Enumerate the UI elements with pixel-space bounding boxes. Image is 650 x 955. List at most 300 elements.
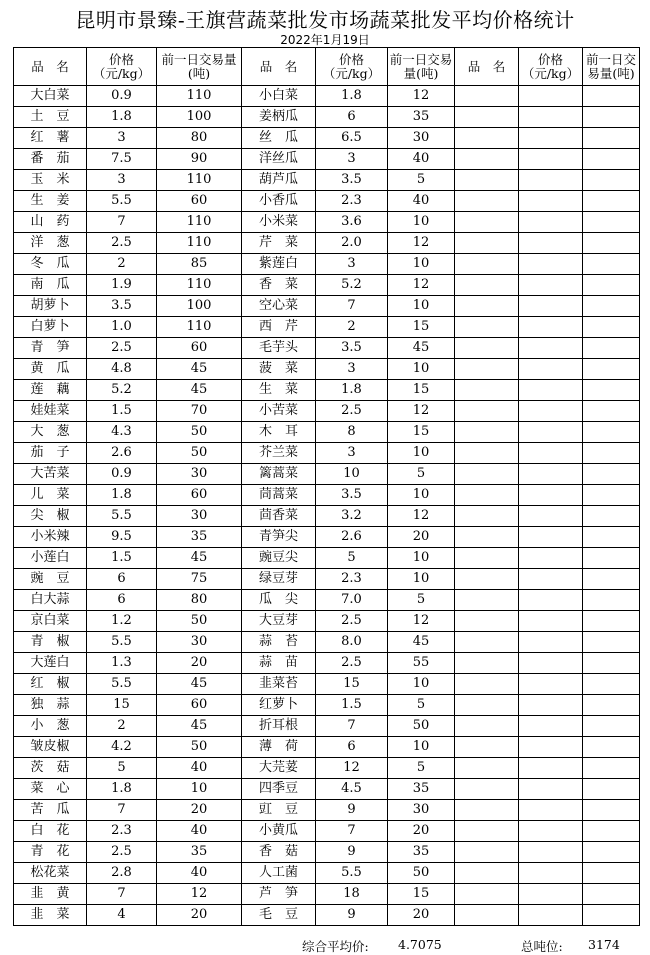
cell-volume: 15 — [388, 884, 455, 905]
col-header-price: 价格（元/kg） — [316, 48, 388, 86]
cell-name: 小米辣 — [14, 527, 87, 548]
cell-volume: 50 — [157, 422, 242, 443]
cell-price: 3 — [316, 359, 388, 380]
empty-cell — [519, 401, 583, 422]
cell-price: 6.5 — [316, 128, 388, 149]
cell-name: 尖 椒 — [14, 506, 87, 527]
cell-name: 紫莲白 — [242, 254, 316, 275]
cell-name: 皱皮椒 — [14, 737, 87, 758]
empty-cell — [583, 905, 640, 926]
empty-cell — [519, 149, 583, 170]
col-header-volume: 前一日交易量(吨) — [388, 48, 455, 86]
cell-price: 5.5 — [87, 632, 157, 653]
table-row — [14, 464, 640, 485]
cell-price: 5.2 — [316, 275, 388, 296]
table-row — [14, 191, 640, 212]
cell-volume: 10 — [388, 443, 455, 464]
empty-cell — [583, 653, 640, 674]
cell-volume: 40 — [388, 149, 455, 170]
empty-cell — [455, 485, 519, 506]
empty-cell — [455, 338, 519, 359]
empty-cell — [455, 716, 519, 737]
cell-price: 1.8 — [316, 380, 388, 401]
table-row — [14, 611, 640, 632]
table-row — [14, 254, 640, 275]
cell-price: 2.5 — [87, 842, 157, 863]
cell-price: 2.6 — [316, 527, 388, 548]
col-header-name: 品 名 — [242, 48, 316, 86]
table-row — [14, 443, 640, 464]
cell-name: 茄 子 — [14, 443, 87, 464]
empty-cell — [455, 569, 519, 590]
cell-name: 大苦菜 — [14, 464, 87, 485]
cell-price: 4.8 — [87, 359, 157, 380]
cell-name: 青笋尖 — [242, 527, 316, 548]
cell-name: 韭菜苔 — [242, 674, 316, 695]
cell-name: 香 菇 — [242, 842, 316, 863]
empty-cell — [519, 296, 583, 317]
cell-price: 3.6 — [316, 212, 388, 233]
cell-price: 12 — [316, 758, 388, 779]
empty-cell — [519, 674, 583, 695]
empty-cell — [519, 590, 583, 611]
empty-cell — [455, 884, 519, 905]
cell-name: 生 菜 — [242, 380, 316, 401]
cell-volume: 30 — [388, 128, 455, 149]
empty-cell — [519, 884, 583, 905]
cell-volume: 110 — [157, 275, 242, 296]
col-header-name: 品 名 — [14, 48, 87, 86]
empty-cell — [455, 842, 519, 863]
cell-price: 6 — [316, 107, 388, 128]
empty-cell — [519, 443, 583, 464]
cell-price: 5 — [316, 548, 388, 569]
empty-cell — [455, 170, 519, 191]
cell-name: 芹 菜 — [242, 233, 316, 254]
cell-name: 篱蒿菜 — [242, 464, 316, 485]
cell-name: 茴香菜 — [242, 506, 316, 527]
empty-cell — [583, 422, 640, 443]
cell-name: 番 茄 — [14, 149, 87, 170]
empty-cell — [455, 800, 519, 821]
cell-volume: 20 — [388, 527, 455, 548]
table-row — [14, 590, 640, 611]
cell-name: 大芫荽 — [242, 758, 316, 779]
empty-cell — [519, 485, 583, 506]
cell-volume: 12 — [388, 86, 455, 107]
cell-price: 1.9 — [87, 275, 157, 296]
col-header-price: 价格（元/kg） — [87, 48, 157, 86]
table-row — [14, 149, 640, 170]
empty-cell — [519, 695, 583, 716]
empty-cell — [455, 401, 519, 422]
cell-volume: 35 — [388, 779, 455, 800]
empty-cell — [583, 695, 640, 716]
col-header-volume: 前一日交易量(吨) — [583, 48, 640, 86]
table-header-row — [14, 48, 640, 86]
cell-name: 大白菜 — [14, 86, 87, 107]
table-row — [14, 905, 640, 926]
cell-volume: 55 — [388, 653, 455, 674]
cell-volume: 5 — [388, 695, 455, 716]
cell-name: 白大蒜 — [14, 590, 87, 611]
empty-cell — [455, 863, 519, 884]
cell-price: 8.0 — [316, 632, 388, 653]
empty-cell — [583, 758, 640, 779]
cell-name: 小米菜 — [242, 212, 316, 233]
cell-price: 1.8 — [87, 485, 157, 506]
empty-cell — [519, 716, 583, 737]
cell-volume: 100 — [157, 296, 242, 317]
cell-name: 白萝卜 — [14, 317, 87, 338]
cell-name: 茼蒿菜 — [242, 485, 316, 506]
table-row — [14, 170, 640, 191]
table-row — [14, 863, 640, 884]
cell-price: 6 — [87, 590, 157, 611]
empty-cell — [519, 527, 583, 548]
cell-name: 生 姜 — [14, 191, 87, 212]
empty-cell — [583, 737, 640, 758]
cell-volume: 40 — [157, 821, 242, 842]
table-row — [14, 821, 640, 842]
empty-cell — [583, 401, 640, 422]
cell-price: 2 — [87, 254, 157, 275]
cell-price: 5.5 — [87, 191, 157, 212]
cell-name: 西 芹 — [242, 317, 316, 338]
empty-cell — [455, 149, 519, 170]
cell-price: 1.8 — [316, 86, 388, 107]
cell-price: 5.5 — [316, 863, 388, 884]
cell-name: 茨 菇 — [14, 758, 87, 779]
cell-name: 菠 菜 — [242, 359, 316, 380]
col-header-price: 价格（元/kg） — [519, 48, 583, 86]
cell-volume: 45 — [157, 380, 242, 401]
cell-price: 2.5 — [87, 233, 157, 254]
empty-cell — [519, 338, 583, 359]
cell-price: 5.2 — [87, 380, 157, 401]
cell-name: 小 葱 — [14, 716, 87, 737]
empty-cell — [583, 590, 640, 611]
cell-volume: 80 — [157, 128, 242, 149]
cell-name: 土 豆 — [14, 107, 87, 128]
cell-price: 1.5 — [316, 695, 388, 716]
table-row — [14, 212, 640, 233]
cell-price: 3.5 — [316, 338, 388, 359]
empty-cell — [455, 359, 519, 380]
cell-price: 8 — [316, 422, 388, 443]
empty-cell — [583, 359, 640, 380]
cell-volume: 20 — [157, 905, 242, 926]
cell-volume: 110 — [157, 86, 242, 107]
cell-name: 儿 菜 — [14, 485, 87, 506]
table-row — [14, 275, 640, 296]
table-row — [14, 338, 640, 359]
cell-price: 10 — [316, 464, 388, 485]
empty-cell — [519, 128, 583, 149]
cell-name: 青 花 — [14, 842, 87, 863]
empty-cell — [583, 485, 640, 506]
empty-cell — [455, 443, 519, 464]
cell-volume: 30 — [388, 800, 455, 821]
empty-cell — [519, 779, 583, 800]
cell-price: 2.5 — [316, 401, 388, 422]
empty-cell — [455, 254, 519, 275]
cell-price: 7 — [316, 296, 388, 317]
cell-price: 6 — [87, 569, 157, 590]
cell-price: 2.5 — [316, 653, 388, 674]
cell-name: 红 椒 — [14, 674, 87, 695]
table-row — [14, 380, 640, 401]
cell-volume: 10 — [388, 548, 455, 569]
empty-cell — [583, 884, 640, 905]
empty-cell — [519, 233, 583, 254]
empty-cell — [583, 674, 640, 695]
cell-volume: 15 — [388, 380, 455, 401]
empty-cell — [583, 548, 640, 569]
cell-price: 2.8 — [87, 863, 157, 884]
cell-price: 3 — [316, 254, 388, 275]
cell-volume: 10 — [388, 569, 455, 590]
empty-cell — [519, 107, 583, 128]
cell-name: 人工菌 — [242, 863, 316, 884]
cell-volume: 45 — [157, 716, 242, 737]
cell-name: 毛 豆 — [242, 905, 316, 926]
cell-price: 4.3 — [87, 422, 157, 443]
cell-volume: 50 — [388, 716, 455, 737]
cell-price: 2.3 — [316, 569, 388, 590]
empty-cell — [519, 653, 583, 674]
table-row — [14, 107, 640, 128]
cell-price: 1.8 — [87, 779, 157, 800]
cell-volume: 110 — [157, 212, 242, 233]
cell-name: 山 药 — [14, 212, 87, 233]
cell-volume: 85 — [157, 254, 242, 275]
empty-cell — [455, 86, 519, 107]
empty-cell — [519, 86, 583, 107]
empty-cell — [583, 107, 640, 128]
cell-price: 5.5 — [87, 674, 157, 695]
empty-cell — [519, 275, 583, 296]
cell-price: 6 — [316, 737, 388, 758]
table-row — [14, 632, 640, 653]
cell-volume: 10 — [388, 485, 455, 506]
cell-volume: 80 — [157, 590, 242, 611]
cell-volume: 45 — [388, 338, 455, 359]
cell-volume: 5 — [388, 170, 455, 191]
cell-volume: 10 — [388, 296, 455, 317]
empty-cell — [519, 380, 583, 401]
empty-cell — [519, 821, 583, 842]
total-tonnage-label: 总吨位: — [521, 939, 563, 954]
cell-volume: 110 — [157, 233, 242, 254]
empty-cell — [455, 212, 519, 233]
empty-cell — [455, 317, 519, 338]
cell-volume: 30 — [157, 506, 242, 527]
empty-cell — [583, 863, 640, 884]
cell-price: 7 — [87, 800, 157, 821]
cell-volume: 12 — [157, 884, 242, 905]
cell-volume: 35 — [157, 842, 242, 863]
empty-cell — [519, 191, 583, 212]
cell-volume: 5 — [388, 758, 455, 779]
empty-cell — [519, 632, 583, 653]
empty-cell — [455, 464, 519, 485]
cell-name: 青 椒 — [14, 632, 87, 653]
cell-price: 5.5 — [87, 506, 157, 527]
cell-name: 松花菜 — [14, 863, 87, 884]
cell-volume: 10 — [388, 212, 455, 233]
empty-cell — [519, 317, 583, 338]
cell-price: 2.6 — [87, 443, 157, 464]
empty-cell — [455, 632, 519, 653]
cell-volume: 15 — [388, 422, 455, 443]
table-row — [14, 401, 640, 422]
cell-volume: 20 — [157, 800, 242, 821]
cell-price: 3 — [87, 170, 157, 191]
cell-price: 1.5 — [87, 548, 157, 569]
cell-volume: 5 — [388, 590, 455, 611]
cell-name: 冬 瓜 — [14, 254, 87, 275]
cell-price: 3 — [316, 149, 388, 170]
cell-volume: 110 — [157, 317, 242, 338]
cell-name: 毛芋头 — [242, 338, 316, 359]
cell-price: 2.5 — [316, 611, 388, 632]
empty-cell — [455, 695, 519, 716]
cell-price: 3.5 — [316, 485, 388, 506]
cell-name: 折耳根 — [242, 716, 316, 737]
empty-cell — [583, 716, 640, 737]
empty-cell — [519, 863, 583, 884]
cell-volume: 45 — [157, 359, 242, 380]
empty-cell — [583, 380, 640, 401]
cell-volume: 75 — [157, 569, 242, 590]
table-row — [14, 317, 640, 338]
cell-name: 黄 瓜 — [14, 359, 87, 380]
empty-cell — [455, 422, 519, 443]
empty-cell — [455, 590, 519, 611]
cell-name: 蒜 苗 — [242, 653, 316, 674]
empty-cell — [519, 758, 583, 779]
cell-price: 1.2 — [87, 611, 157, 632]
empty-cell — [583, 212, 640, 233]
table-row — [14, 569, 640, 590]
empty-cell — [455, 548, 519, 569]
cell-volume: 10 — [388, 254, 455, 275]
empty-cell — [519, 569, 583, 590]
empty-cell — [583, 317, 640, 338]
cell-volume: 60 — [157, 695, 242, 716]
col-header-volume: 前一日交易量(吨) — [157, 48, 242, 86]
cell-volume: 45 — [157, 674, 242, 695]
cell-volume: 12 — [388, 275, 455, 296]
empty-cell — [583, 569, 640, 590]
cell-name: 豌豆尖 — [242, 548, 316, 569]
cell-name: 薄 荷 — [242, 737, 316, 758]
empty-cell — [583, 527, 640, 548]
cell-price: 9 — [316, 842, 388, 863]
empty-cell — [583, 506, 640, 527]
table-row — [14, 422, 640, 443]
cell-name: 胡萝卜 — [14, 296, 87, 317]
empty-cell — [583, 443, 640, 464]
cell-volume: 5 — [388, 464, 455, 485]
cell-price: 1.3 — [87, 653, 157, 674]
cell-price: 7 — [316, 716, 388, 737]
table-row — [14, 737, 640, 758]
empty-cell — [455, 611, 519, 632]
cell-name: 大莲白 — [14, 653, 87, 674]
cell-volume: 110 — [157, 170, 242, 191]
cell-name: 小黄瓜 — [242, 821, 316, 842]
cell-name: 木 耳 — [242, 422, 316, 443]
cell-volume: 30 — [157, 464, 242, 485]
cell-price: 15 — [316, 674, 388, 695]
cell-name: 四季豆 — [242, 779, 316, 800]
table-row — [14, 716, 640, 737]
cell-price: 2.0 — [316, 233, 388, 254]
empty-cell — [519, 464, 583, 485]
cell-price: 2.3 — [87, 821, 157, 842]
table-row — [14, 800, 640, 821]
empty-cell — [583, 170, 640, 191]
cell-price: 3 — [316, 443, 388, 464]
cell-volume: 50 — [157, 737, 242, 758]
cell-name: 大豆芽 — [242, 611, 316, 632]
cell-name: 葫芦瓜 — [242, 170, 316, 191]
cell-volume: 20 — [388, 905, 455, 926]
cell-price: 3.5 — [316, 170, 388, 191]
empty-cell — [583, 86, 640, 107]
cell-volume: 12 — [388, 401, 455, 422]
table-row — [14, 674, 640, 695]
empty-cell — [455, 674, 519, 695]
cell-price: 7.5 — [87, 149, 157, 170]
cell-price: 9.5 — [87, 527, 157, 548]
cell-price: 2 — [316, 317, 388, 338]
table-row — [14, 296, 640, 317]
cell-price: 0.9 — [87, 86, 157, 107]
report-date: 2022年1月19日 — [280, 33, 370, 47]
cell-price: 7 — [87, 212, 157, 233]
cell-name: 瓜 尖 — [242, 590, 316, 611]
cell-price: 3 — [87, 128, 157, 149]
cell-price: 9 — [316, 905, 388, 926]
cell-price: 9 — [316, 800, 388, 821]
price-table — [13, 47, 640, 926]
cell-name: 蒜 苔 — [242, 632, 316, 653]
empty-cell — [455, 233, 519, 254]
cell-volume: 100 — [157, 107, 242, 128]
cell-price: 1.0 — [87, 317, 157, 338]
cell-volume: 12 — [388, 611, 455, 632]
cell-name: 小苦菜 — [242, 401, 316, 422]
cell-price: 4.5 — [316, 779, 388, 800]
cell-volume: 20 — [157, 653, 242, 674]
empty-cell — [455, 905, 519, 926]
cell-name: 韭 黄 — [14, 884, 87, 905]
cell-volume: 40 — [388, 191, 455, 212]
empty-cell — [519, 212, 583, 233]
cell-name: 大 葱 — [14, 422, 87, 443]
cell-volume: 15 — [388, 317, 455, 338]
cell-price: 3.2 — [316, 506, 388, 527]
cell-name: 姜柄瓜 — [242, 107, 316, 128]
cell-volume: 60 — [157, 191, 242, 212]
cell-name: 白 花 — [14, 821, 87, 842]
cell-name: 红萝卜 — [242, 695, 316, 716]
empty-cell — [519, 170, 583, 191]
cell-name: 玉 米 — [14, 170, 87, 191]
